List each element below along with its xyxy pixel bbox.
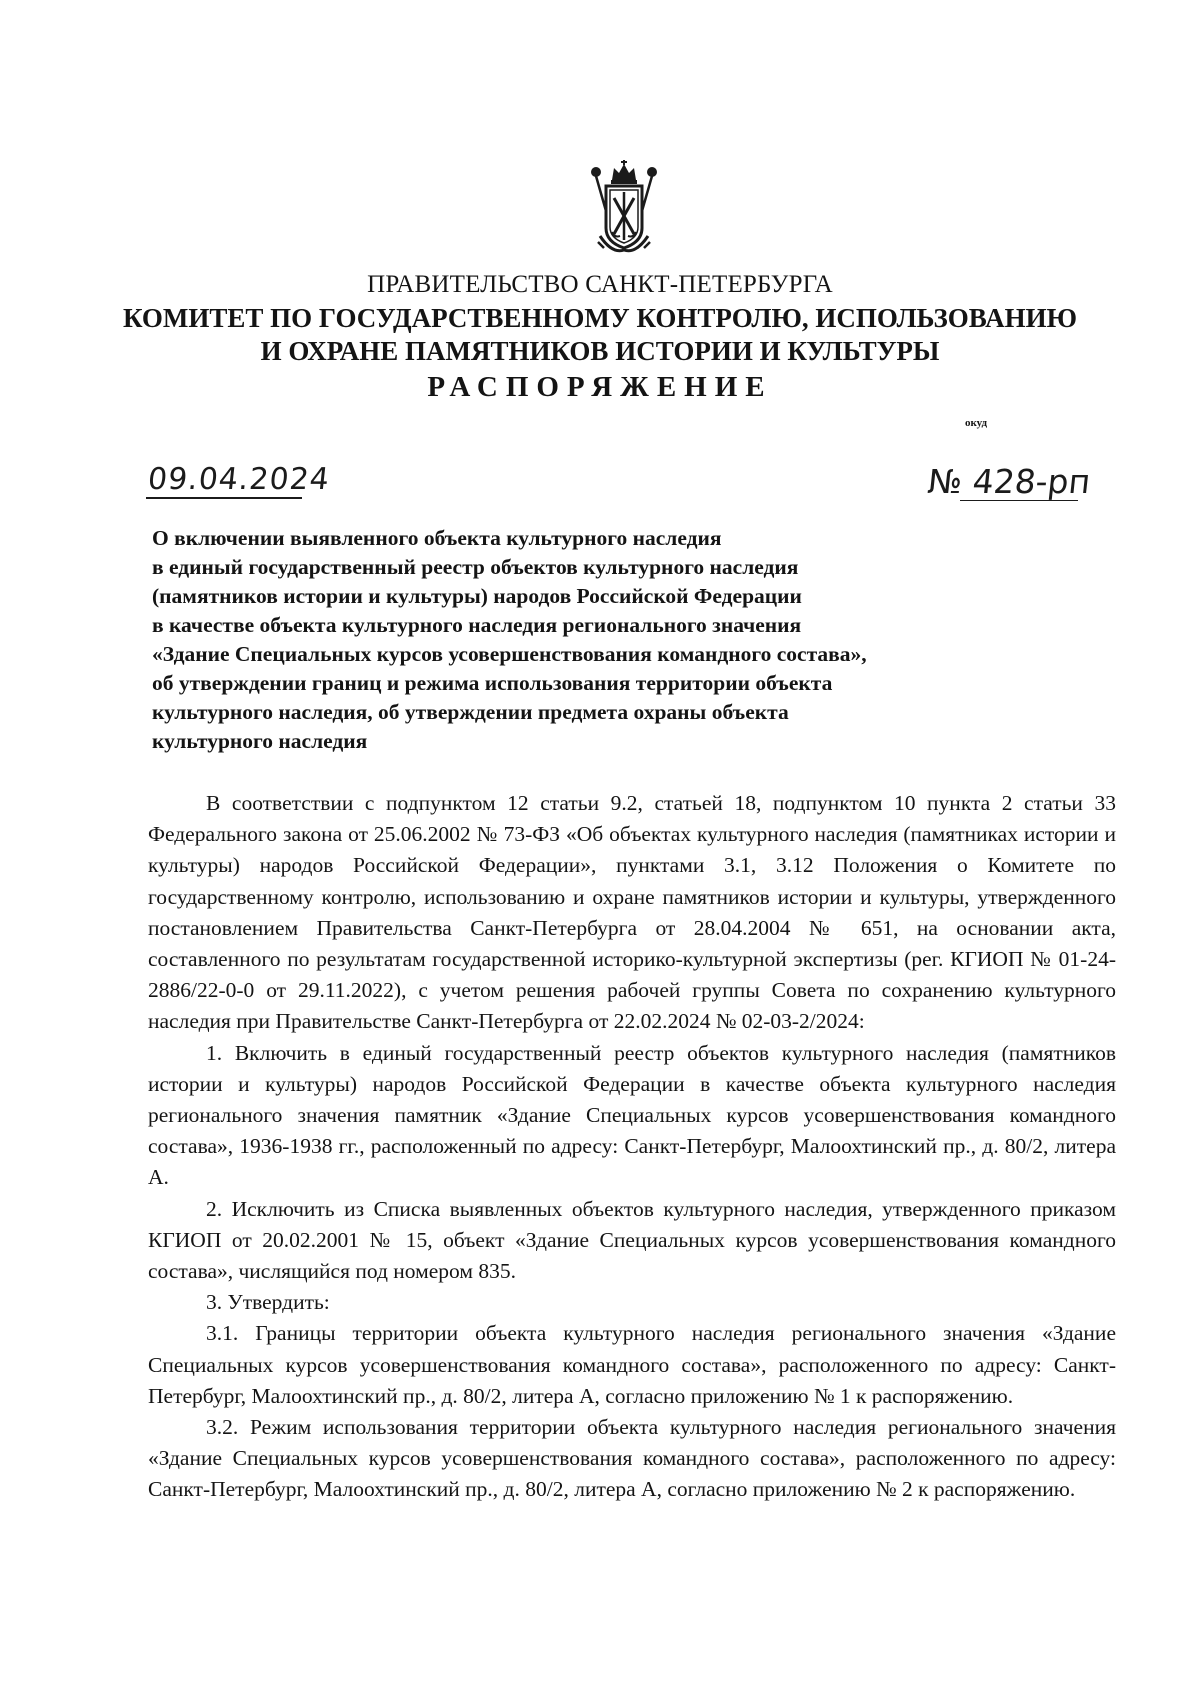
preamble-paragraph: В соответствии с подпунктом 12 статьи 9.2, статьей 18, подпунктом 10 пункта 2 статьи 33 Федерального закона от 25.06.2002 № 73-ФЗ «Об объектах культурного наследия (памятниках истории и культуры) народов Российской Федерации», пунктами 3.1, 3.12 Положения о Комитете по государственному контролю, использованию и охране памятников истории и культуры, утвержденного постановлением Правительства Санкт-Петербурга от 28.04.2004 № 651, на основании акта, составленного по результатам государственной историко-культурной экспертизы (рег. КГИОП № 01-24-2886/22-0-0 от 29.11.2022), с учетом решения рабочей группы Совета по сохранению культурного наследия при Правительстве Санкт-Петербурга от 22.02.2024 № 02-03-2/2024: bbox=[148, 791, 1116, 1034]
clause-3: 3. Утвердить: bbox=[206, 1290, 330, 1315]
subject-line: «Здание Специальных курсов усовершенствования командного состава», bbox=[152, 642, 867, 666]
subject-line: об утверждении границ и режима использования территории объекта bbox=[152, 671, 833, 695]
date-underline bbox=[146, 497, 302, 499]
committee-name bbox=[0, 302, 1200, 368]
subject-line: О включении выявленного объекта культурного наследия bbox=[152, 526, 722, 550]
document-subject bbox=[152, 524, 1052, 756]
okud-label: окуд bbox=[965, 417, 988, 429]
committee-line: КОМИТЕТ ПО ГОСУДАРСТВЕННОМУ КОНТРОЛЮ, ИСПОЛЬЗОВАНИЮ bbox=[123, 303, 1077, 333]
subject-line: (памятников истории и культуры) народов Российской Федерации bbox=[152, 584, 802, 608]
committee-line: И ОХРАНЕ ПАМЯТНИКОВ ИСТОРИИ И КУЛЬТУРЫ bbox=[260, 336, 940, 366]
subject-line: культурного наследия bbox=[152, 729, 368, 753]
document-type: РАСПОРЯЖЕНИЕ bbox=[427, 371, 773, 403]
clause-1: 1. Включить в единый государственный реестр объектов культурного наследия (памятников истории и культуры) народов Российской Федерации в качестве объекта культурного наследия регионального значения памятник «Здание Специальных курсов усовершенствования командного состава», 1936-1938 гг., расположенный по адресу: Санкт-Петербург, Малоохтинский пр., д. 80/2, литера А. bbox=[148, 1040, 1116, 1190]
government-name: ПРАВИТЕЛЬСТВО САНКТ-ПЕТЕРБУРГА bbox=[367, 271, 833, 298]
clause-2: 2. Исключить из Списка выявленных объектов культурного наследия, утвержденного приказом КГИОП от 20.02.2001 № 15, объект «Здание Специальных курсов усовершенствования командного состава», числящийся под номером 835. bbox=[148, 1196, 1116, 1284]
subject-line: культурного наследия, об утверждении предмета охраны объекта bbox=[152, 700, 789, 724]
document-body bbox=[148, 788, 1116, 1506]
clause-3-1: 3.1. Границы территории объекта культурного наследия регионального значения «Здание Специальных курсов усовершенствования командного состава», расположенного по адресу: Санкт-Петербург, Малоохтинский пр., д. 80/2, литера А, согласно приложению № 1 к распоряжению. bbox=[148, 1321, 1116, 1408]
clause-3-2: 3.2. Режим использования территории объекта культурного наследия регионального значения «Здание Специальных курсов усовершенствования командного состава», расположенного по адресу: Санкт-Петербург, Малоохтинский пр., д. 80/2, литера А, согласно приложению № 2 к распоряжению. bbox=[148, 1415, 1116, 1502]
number-underline bbox=[960, 500, 1078, 501]
document-date: 09.04.2024 bbox=[146, 462, 332, 497]
coat-of-arms-icon bbox=[584, 158, 664, 258]
subject-line: в единый государственный реестр объектов культурного наследия bbox=[152, 555, 799, 579]
document-number: № 428-рп bbox=[925, 462, 1093, 501]
subject-line: в качестве объекта культурного наследия регионального значения bbox=[152, 613, 802, 637]
